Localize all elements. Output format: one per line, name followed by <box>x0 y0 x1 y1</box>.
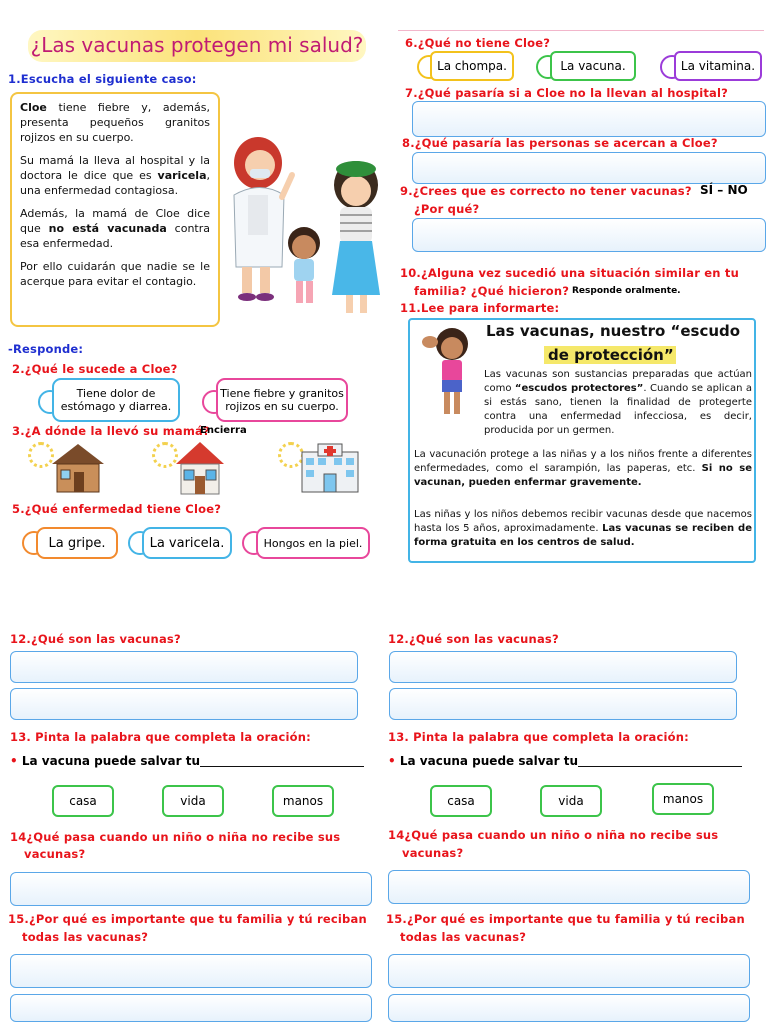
bullet: • <box>388 754 400 768</box>
q11-label: 11.Lee para informarte: <box>400 301 560 315</box>
word-vida-right[interactable]: vida <box>540 785 602 817</box>
q13-sentence-right: • La vacuna puede salvar tu <box>388 754 579 768</box>
info-paragraph-3: Las niñas y los niños debemos recibir vacunas desde que nacemos hasta los 5 años, aproximadamente. Las vacunas se reciben de forma gratuita en los centros de salud. <box>414 509 753 548</box>
case-text-box <box>10 92 220 327</box>
q14-label-right-l1: 14¿Qué pasa cuando un niño o niña no recibe sus <box>388 828 719 842</box>
q12-answer-field-right-1[interactable] <box>389 651 737 683</box>
doctor-family-illustration <box>222 125 388 325</box>
word-casa-right[interactable]: casa <box>430 785 492 817</box>
q15-label-left-l2: todas las vacunas? <box>22 930 149 944</box>
q9-answer-field[interactable] <box>412 218 766 252</box>
q15-label-right-l1: 15.¿Por qué es importante que tu familia y tú reciban <box>386 912 745 926</box>
q13-blank-left <box>200 766 364 767</box>
q3-hint: Encierra <box>200 425 247 436</box>
q15-label-right-l2: todas las vacunas? <box>400 930 527 944</box>
q6-option-2[interactable]: La vacuna. <box>550 51 636 81</box>
q13-label-left: 13. Pinta la palabra que completa la oración: <box>10 730 311 744</box>
q2-label: 2.¿Qué le sucede a Cloe? <box>12 362 178 376</box>
q13-sentence-left: • La vacuna puede salvar tu <box>10 754 201 768</box>
q8-label: 8.¿Qué pasaría las personas se acercan a Cloe? <box>402 136 718 150</box>
q14-label-left-l2: vacunas? <box>24 847 86 861</box>
q12-label-right: 12.¿Qué son las vacunas? <box>388 632 559 646</box>
q5-label: 5.¿Qué enfermedad tiene Cloe? <box>12 502 222 516</box>
info-title-line2: de protección” <box>548 346 674 364</box>
q12-answer-field-left-2[interactable] <box>10 688 358 720</box>
case-paragraph-3: Además, la mamá de Cloe dice que no está vacunada contra esa enfermedad. <box>20 207 211 250</box>
q14-answer-field-left[interactable] <box>10 872 372 906</box>
q12-answer-field-right-2[interactable] <box>389 688 737 720</box>
q9-choice: SÍ – NO <box>700 183 748 197</box>
q13-blank-right <box>578 766 742 767</box>
q2-option-2[interactable]: Tiene fiebre y granitos rojizos en su cuerpo. <box>216 378 348 422</box>
hospital-icon[interactable] <box>300 442 360 494</box>
word-vida-left[interactable]: vida <box>162 785 224 817</box>
word-manos-right[interactable]: manos <box>652 783 714 815</box>
case-paragraph-4: Por ello cuidarán que nadie se le acerque para evitar el contagio. <box>20 260 210 288</box>
q3-label: 3.¿A dónde la llevó su mamá? <box>12 424 210 438</box>
info-title-line1: Las vacunas, nuestro “escudo <box>486 322 741 340</box>
q12-label-left: 12.¿Qué son las vacunas? <box>10 632 181 646</box>
bullet: • <box>10 754 22 768</box>
home-icon[interactable] <box>172 438 228 496</box>
q10-label-line2: familia? ¿Qué hicieron? <box>414 284 570 298</box>
q9-why: ¿Por qué? <box>414 202 480 216</box>
top-right-rule <box>398 30 764 31</box>
case-paragraph-2: Su mamá la lleva al hospital y la doctora le dice que es varicela, una enfermedad contagiosa. <box>20 154 210 197</box>
q5-option-2[interactable]: La varicela. <box>142 527 232 559</box>
q15-answer-field-right-2[interactable] <box>388 994 750 1022</box>
q5-option-1[interactable]: La gripe. <box>36 527 118 559</box>
q5-option-3[interactable]: Hongos en la piel. <box>256 527 370 559</box>
case-paragraph-1: Cloe tiene fiebre y, además, presenta pequeños granitos rojizos en su cuerpo. <box>20 101 210 144</box>
q6-label: 6.¿Qué no tiene Cloe? <box>405 36 551 50</box>
q1-label: 1.Escucha el siguiente caso: <box>8 72 197 86</box>
q15-answer-field-left-1[interactable] <box>10 954 372 988</box>
word-casa-left[interactable]: casa <box>52 785 114 817</box>
q15-answer-field-right-1[interactable] <box>388 954 750 988</box>
q13-label-right: 13. Pinta la palabra que completa la oración: <box>388 730 689 744</box>
q14-answer-field-right[interactable] <box>388 870 750 904</box>
info-paragraph-1: Las vacunas son sustancias preparadas que actúan como “escudos protectores”. Cuando se aplican a si estás sano, tienen la finalidad de protegerte contra una enfermedad infecciosa, es decir, producida por un germen. <box>484 369 753 436</box>
info-paragraph-2: La vacunación protege a las niñas y a los niños frente a diferentes enfermedades, como el sarampión, las paperas, etc. Si no se vacunan, pueden enfermar gravemente. <box>414 449 752 488</box>
q7-label: 7.¿Qué pasaría si a Cloe no la llevan al hospital? <box>405 86 729 100</box>
q14-label-right-l2: vacunas? <box>402 846 464 860</box>
responde-label: -Responde: <box>8 342 84 356</box>
q2-option-1[interactable]: Tiene dolor de estómago y diarrea. <box>52 378 180 422</box>
q10-hint: Responde oralmente. <box>572 286 681 296</box>
q15-label-left-l1: 15.¿Por qué es importante que tu familia y tú reciban <box>8 912 367 926</box>
q10-label-line1: 10.¿Alguna vez sucedió una situación similar en tu <box>400 266 739 280</box>
q6-option-1[interactable]: La chompa. <box>430 51 514 81</box>
girl-illustration <box>416 324 480 420</box>
q6-option-3[interactable]: La vitamina. <box>674 51 762 81</box>
q7-answer-field[interactable] <box>412 101 766 137</box>
q15-answer-field-left-2[interactable] <box>10 994 372 1022</box>
page-title: ¿Las vacunas protegen mi salud? <box>30 33 364 57</box>
q12-answer-field-left-1[interactable] <box>10 651 358 683</box>
q14-label-left-l1: 14¿Qué pasa cuando un niño o niña no recibe sus <box>10 830 341 844</box>
word-manos-left[interactable]: manos <box>272 785 334 817</box>
q8-answer-field[interactable] <box>412 152 766 184</box>
house-icon[interactable] <box>48 440 108 494</box>
q9-label: 9.¿Crees que es correcto no tener vacunas? <box>400 184 692 198</box>
